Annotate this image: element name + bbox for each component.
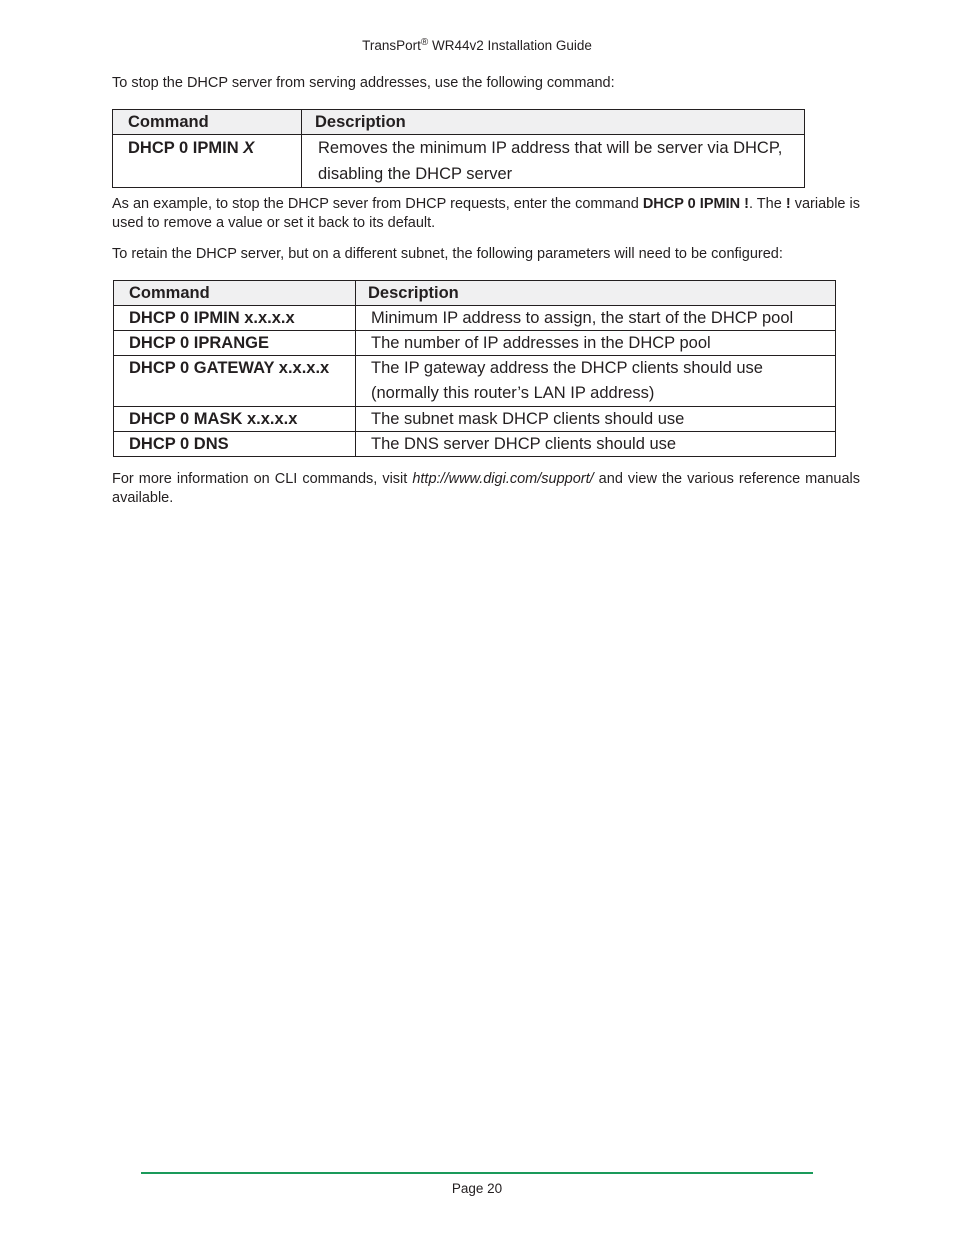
text-run: and view the various reference manuals available. [112, 471, 860, 506]
description-cell: The subnet mask DHCP clients should use [356, 407, 836, 432]
command-cell: DHCP 0 GATEWAY x.x.x.x [114, 356, 356, 407]
command-text: DHCP 0 IPMIN [128, 139, 244, 157]
description-cell [302, 135, 805, 188]
column-header-command: Command [113, 110, 302, 135]
running-header [0, 37, 954, 53]
command-cell [113, 135, 302, 188]
text-run: variable is used to remove a value or set it back to its default. [112, 196, 860, 231]
footer-divider [141, 1172, 813, 1174]
header-brand: TransPort [362, 38, 421, 53]
example-paragraph [112, 195, 860, 233]
page-number: Page 20 [451, 1181, 503, 1196]
inline-command: DHCP 0 IPMIN ! [642, 196, 749, 212]
description-line: disabling the DHCP server [318, 165, 513, 183]
command-cell: DHCP 0 IPRANGE [114, 331, 356, 356]
table-row [114, 306, 836, 331]
description-cell: The number of IP addresses in the DHCP pool [356, 331, 836, 356]
table-row [114, 407, 836, 432]
description-cell [356, 356, 836, 407]
table-row [114, 432, 836, 457]
text-run: As an example, to stop the DHCP sever from DHCP requests, enter the command [112, 196, 643, 212]
dhcp-parameters-table [113, 280, 836, 457]
command-cell: DHCP 0 IPMIN x.x.x.x [114, 306, 356, 331]
table-header-row [113, 110, 805, 135]
table-header-row [114, 281, 836, 306]
text-run: For more information on CLI commands, visit [112, 471, 413, 487]
header-title: WR44v2 Installation Guide [428, 38, 592, 53]
table-row [114, 356, 836, 407]
more-info-paragraph [112, 470, 860, 508]
description-cell: The DNS server DHCP clients should use [356, 432, 836, 457]
column-header-command: Command [114, 281, 356, 306]
command-variable: X [243, 139, 255, 157]
description-line: Removes the minimum IP address that will be server via DHCP, [318, 139, 783, 157]
table-row [113, 135, 805, 188]
command-cell: DHCP 0 DNS [114, 432, 356, 457]
description-line: (normally this router’s LAN IP address) [371, 384, 655, 402]
description-line: The IP gateway address the DHCP clients should use [371, 359, 763, 377]
registered-mark: ® [420, 37, 429, 48]
stop-dhcp-command-table [112, 109, 805, 188]
description-cell: Minimum IP address to assign, the start of the DHCP pool [356, 306, 836, 331]
intro-paragraph: To stop the DHCP server from serving addresses, use the following command: [112, 75, 615, 91]
column-header-description: Description [302, 110, 805, 135]
table-row [114, 331, 836, 356]
command-cell: DHCP 0 MASK x.x.x.x [114, 407, 356, 432]
inline-bang: ! [785, 196, 791, 212]
text-run: . The [748, 196, 786, 212]
subnet-paragraph: To retain the DHCP server, but on a different subnet, the following parameters will need to be configured: [112, 246, 783, 262]
support-link[interactable]: http://www.digi.com/support/ [412, 471, 594, 487]
column-header-description: Description [356, 281, 836, 306]
